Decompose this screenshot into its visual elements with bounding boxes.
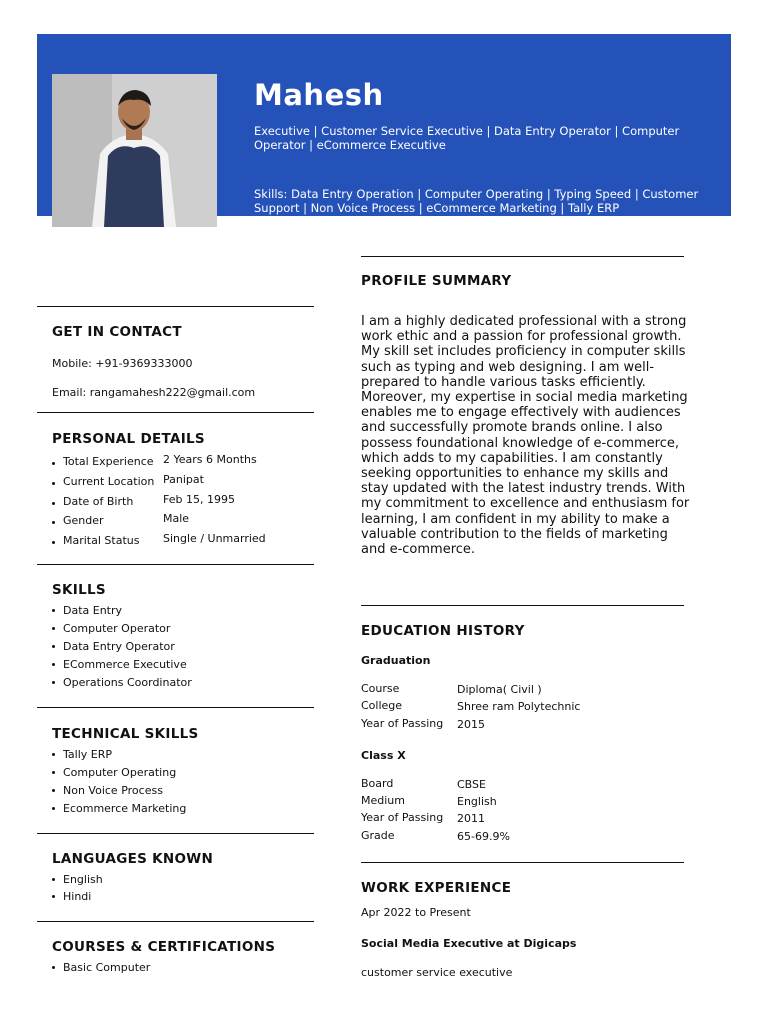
- divider: [361, 862, 684, 863]
- courses-heading: COURSES & CERTIFICATIONS: [52, 939, 276, 955]
- divider: [37, 412, 314, 413]
- divider: [361, 256, 684, 257]
- education-key: College: [361, 699, 403, 712]
- profile-summary-text: I am a highly dedicated professional with a strong work ethic and a passion for professional growth. My skill set includes proficiency in computer skills such as typing and web designing. I am well-prepared to handle various tasks efficiently. Moreover, my expertise in social media marketing enables me to engage effectively with audiences and successfully promote brands online. I also possess foundational knowledge of e-commerce, which adds to my capabilities. I am constantly seeking opportunities to enhance my skills and stay updated with the latest industry trends. With my commitment to excellence and enthusiasm for learning, I am confident in my ability to make a valuable contribution to the fields of marketing and e-commerce.: [361, 314, 690, 558]
- education-heading: EDUCATION HISTORY: [361, 623, 525, 639]
- list-item: Computer Operating: [52, 764, 186, 782]
- divider: [37, 707, 314, 708]
- skills-list: [52, 602, 192, 692]
- personal-value: Panipat: [163, 473, 204, 486]
- education-row: [361, 811, 691, 828]
- technical-heading: TECHNICAL SKILLS: [52, 726, 199, 742]
- list-item: Non Voice Process: [52, 782, 186, 800]
- personal-row: [52, 534, 312, 552]
- education-value: 2011: [457, 812, 485, 825]
- skills-heading: SKILLS: [52, 582, 106, 598]
- languages-list: [52, 871, 103, 905]
- candidate-name: Mahesh: [254, 78, 384, 112]
- education-value: CBSE: [457, 778, 486, 791]
- bullet-icon: [52, 541, 55, 544]
- list-item: Basic Computer: [52, 959, 150, 977]
- personal-key: Total Experience: [63, 455, 154, 468]
- education-value: English: [457, 795, 497, 808]
- divider: [37, 306, 314, 307]
- personal-value: Feb 15, 1995: [163, 493, 235, 506]
- work-position: Social Media Executive at Digicaps: [361, 937, 577, 950]
- technical-list: [52, 746, 186, 818]
- work-period: Apr 2022 to Present: [361, 906, 471, 919]
- personal-key: Marital Status: [63, 534, 140, 547]
- divider: [37, 833, 314, 834]
- personal-value: 2 Years 6 Months: [163, 453, 257, 466]
- classx-label: Class X: [361, 749, 406, 762]
- languages-heading: LANGUAGES KNOWN: [52, 851, 214, 867]
- bullet-icon: [52, 521, 55, 524]
- list-item: Computer Operator: [52, 620, 192, 638]
- education-row: [361, 777, 691, 794]
- list-item: Tally ERP: [52, 746, 186, 764]
- work-heading: WORK EXPERIENCE: [361, 880, 512, 896]
- education-value: Diploma( Civil ): [457, 683, 542, 696]
- contact-email: Email: rangamahesh222@gmail.com: [52, 386, 256, 399]
- list-item: Data Entry Operator: [52, 638, 192, 656]
- work-description: customer service executive: [361, 966, 513, 979]
- bullet-icon: [52, 502, 55, 505]
- candidate-roles: Executive | Customer Service Executive | Data Entry Operator | Computer Operator | eCommerce Executive: [254, 124, 680, 152]
- courses-list: [52, 959, 150, 977]
- list-item: Ecommerce Marketing: [52, 800, 186, 818]
- divider: [37, 564, 314, 565]
- education-row: [361, 717, 691, 734]
- personal-key: Current Location: [63, 475, 155, 488]
- profile-heading: PROFILE SUMMARY: [361, 273, 512, 289]
- divider: [361, 605, 684, 606]
- candidate-skills-summary: Skills: Data Entry Operation | Computer Operating | Typing Speed | Customer Support | Non Voice Process | eCommerce Marketing | Tally ERP: [254, 187, 699, 215]
- bullet-icon: [52, 462, 55, 465]
- education-row: [361, 699, 691, 716]
- list-item: English: [52, 871, 103, 888]
- education-row: [361, 794, 691, 811]
- education-key: Medium: [361, 794, 405, 807]
- divider: [37, 921, 314, 922]
- education-value: 65-69.9%: [457, 830, 510, 843]
- list-item: Hindi: [52, 888, 103, 905]
- education-key: Grade: [361, 829, 395, 842]
- personal-value: Single / Unmarried: [163, 532, 266, 545]
- list-item: Data Entry: [52, 602, 192, 620]
- personal-value: Male: [163, 512, 190, 525]
- contact-heading: GET IN CONTACT: [52, 324, 182, 340]
- education-value: 2015: [457, 718, 485, 731]
- personal-key: Date of Birth: [63, 495, 134, 508]
- education-key: Course: [361, 682, 400, 695]
- education-value: Shree ram Polytechnic: [457, 700, 581, 713]
- personal-row: [52, 475, 312, 493]
- profile-photo: [52, 74, 217, 227]
- education-key: Year of Passing: [361, 717, 444, 730]
- personal-heading: PERSONAL DETAILS: [52, 431, 205, 447]
- education-row: [361, 682, 691, 699]
- list-item: Operations Coordinator: [52, 674, 192, 692]
- education-key: Board: [361, 777, 394, 790]
- graduation-label: Graduation: [361, 654, 431, 667]
- personal-row: [52, 455, 312, 473]
- education-row: [361, 829, 691, 846]
- personal-key: Gender: [63, 514, 104, 527]
- personal-row: [52, 495, 312, 513]
- contact-mobile: Mobile: +91-9369333000: [52, 357, 193, 370]
- personal-row: [52, 514, 312, 532]
- list-item: ECommerce Executive: [52, 656, 192, 674]
- education-key: Year of Passing: [361, 811, 444, 824]
- bullet-icon: [52, 482, 55, 485]
